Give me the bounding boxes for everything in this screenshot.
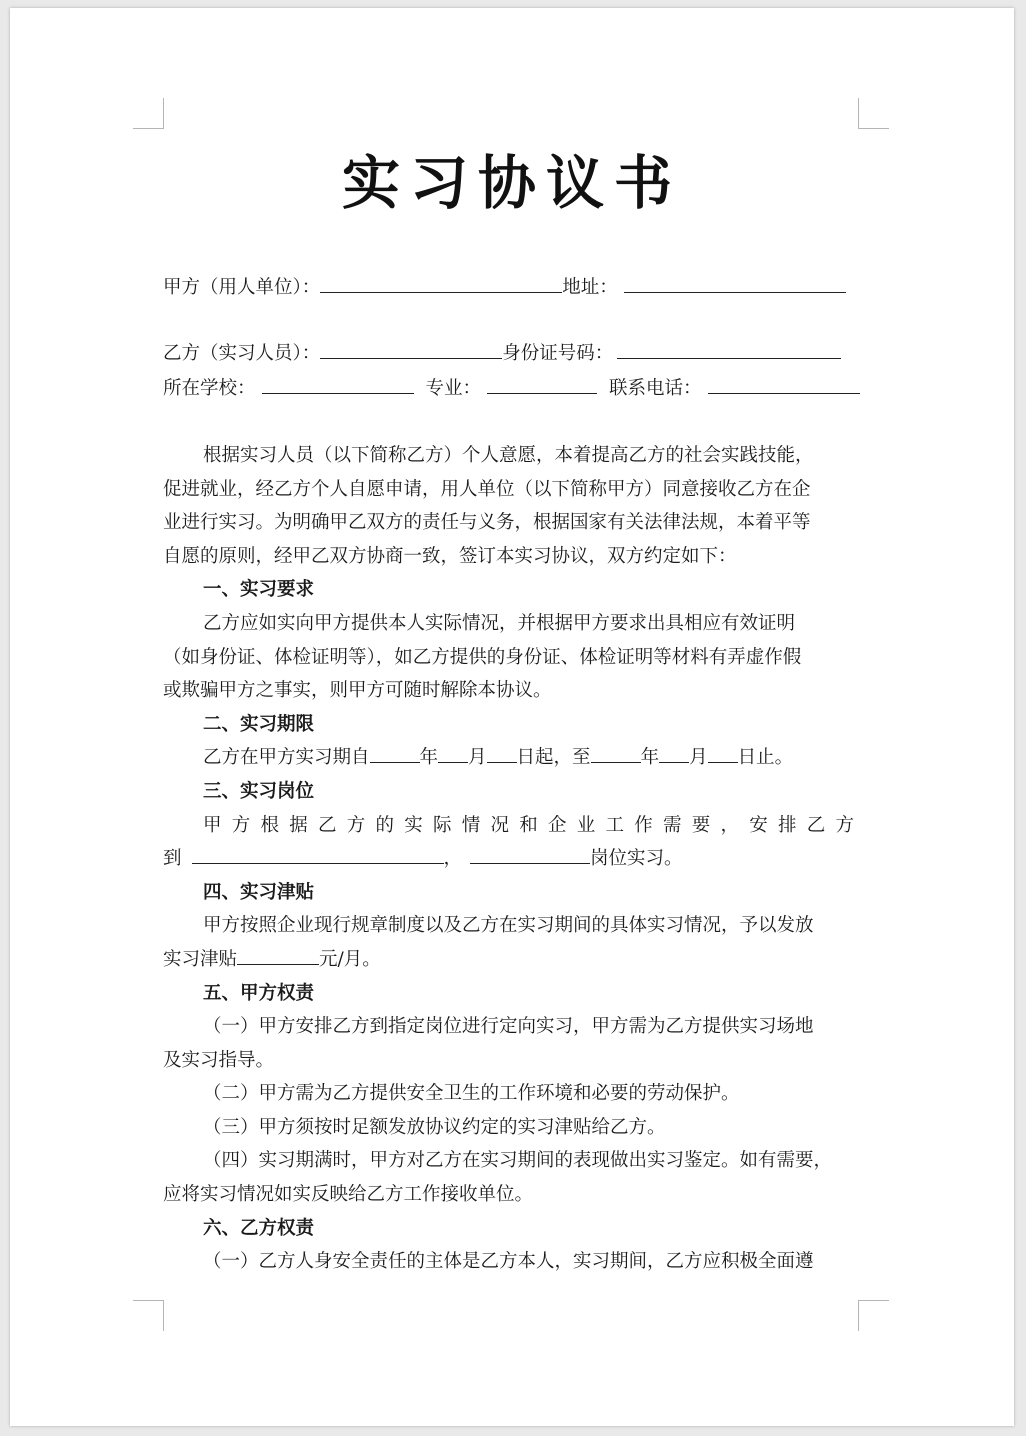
intro-line: 促进就业，经乙方个人自愿申请，用人单位（以下简称甲方）同意接收乙方在企 (163, 478, 811, 500)
comma-text: ， (443, 848, 463, 870)
department-blank[interactable] (192, 845, 444, 864)
section-5-line: （二）甲方需为乙方提供安全卫生的工作环境和必要的劳动保护。 (203, 1083, 740, 1105)
school-label: 所在学校： (163, 378, 256, 399)
section-2-line (163, 741, 863, 775)
section-5-line: （四）实习期满时，甲方对乙方在实习期间的表现做出实习鉴定。如有需要， (203, 1150, 833, 1172)
intro-line: 根据实习人员（以下简称乙方）个人意愿，本着提高乙方的社会实践技能， (203, 445, 814, 466)
section-5-line: （三）甲方须按时足额发放协议约定的实习津贴给乙方。 (203, 1116, 666, 1138)
party-b-blank[interactable] (320, 340, 502, 359)
phone-label: 联系电话： (609, 378, 702, 399)
section-5-line: 应将实习情况如实反映给乙方工作接收单位。 (163, 1184, 534, 1206)
to-text: 到 (163, 848, 182, 870)
party-a-line (163, 274, 863, 300)
section-1-line: 乙方应如实向甲方提供本人实际情况，并根据甲方要求出具相应有效证明 (203, 612, 796, 634)
document-title: 实习协议书 (341, 149, 682, 217)
party-b-label: 乙方（实习人员）： (163, 343, 321, 364)
period-from-text: 乙方在甲方实习期自 (203, 747, 370, 769)
phone-blank[interactable] (708, 375, 860, 394)
section-5-line: （一）甲方安排乙方到指定岗位进行定向实习，甲方需为乙方提供实习场地 (203, 1016, 814, 1038)
allowance-text: 实习津贴 (163, 948, 238, 970)
position-text: 岗位实习。 (590, 848, 683, 870)
intro-line: 业进行实习。为明确甲乙双方的责任与义务，根据国家有关法律法规，本着平等 (163, 512, 811, 534)
start-month-blank[interactable] (438, 744, 468, 763)
party-b-line (163, 340, 863, 366)
section-5-heading: 五、甲方权责 (203, 982, 315, 1004)
party-a-label: 甲方（用人单位）： (163, 277, 321, 298)
start-year-blank[interactable] (370, 744, 420, 763)
section-1-line: （如身份证、体检证明等），如乙方提供的身份证、体检证明等材料有弄虚作假 (163, 646, 802, 668)
section-3-line (163, 842, 863, 876)
section-4-line: 甲方按照企业现行规章制度以及乙方在实习期间的具体实习情况，予以发放 (203, 915, 814, 937)
section-3-heading: 三、实习岗位 (203, 780, 315, 802)
month-text: 月 (689, 747, 708, 769)
school-blank[interactable] (262, 375, 414, 394)
agreement-body (163, 439, 863, 1279)
month-text: 月 (468, 747, 487, 769)
section-5-line: 及实习指导。 (163, 1049, 275, 1071)
section-4-line (163, 943, 863, 977)
intro-line: 自愿的原则，经甲乙双方协商一致，签订本实习协议，双方约定如下： (163, 545, 737, 567)
allowance-blank[interactable] (237, 946, 319, 965)
major-label: 专业： (425, 378, 482, 399)
year-text: 年 (640, 747, 660, 769)
position-blank[interactable] (470, 845, 590, 864)
section-3-line: 甲方根据乙方的实际情况和企业工作需要，安排乙方 (203, 814, 863, 836)
party-a-blank[interactable] (320, 274, 562, 293)
allowance-unit-text: 元/月。 (319, 948, 381, 970)
end-month-blank[interactable] (659, 744, 689, 763)
major-blank[interactable] (487, 375, 597, 394)
section-4-heading: 四、实习津贴 (203, 881, 315, 903)
crop-mark-bottom-left (133, 1300, 164, 1331)
address-label: 地址： (562, 277, 618, 298)
section-2-heading: 二、实习期限 (203, 713, 315, 735)
address-blank[interactable] (624, 274, 846, 293)
crop-mark-top-left (133, 98, 164, 129)
crop-mark-bottom-right (858, 1300, 889, 1331)
section-6-line: （一）乙方人身安全责任的主体是乙方本人，实习期间，乙方应积极全面遵 (203, 1251, 814, 1273)
period-end-text: 日止。 (737, 747, 794, 769)
id-number-blank[interactable] (617, 340, 841, 359)
section-6-heading: 六、乙方权责 (203, 1217, 315, 1239)
section-1-heading: 一、实习要求 (203, 579, 315, 601)
period-to-text: 日起，至 (516, 747, 591, 769)
end-day-blank[interactable] (708, 744, 738, 763)
document-page (10, 8, 1014, 1426)
crop-mark-top-right (858, 98, 889, 129)
section-1-line: 或欺骗甲方之事实，则甲方可随时解除本协议。 (163, 680, 552, 702)
id-number-label: 身份证号码： (502, 343, 614, 364)
year-text: 年 (419, 747, 439, 769)
end-year-blank[interactable] (591, 744, 641, 763)
school-line (163, 375, 863, 401)
start-day-blank[interactable] (487, 744, 517, 763)
